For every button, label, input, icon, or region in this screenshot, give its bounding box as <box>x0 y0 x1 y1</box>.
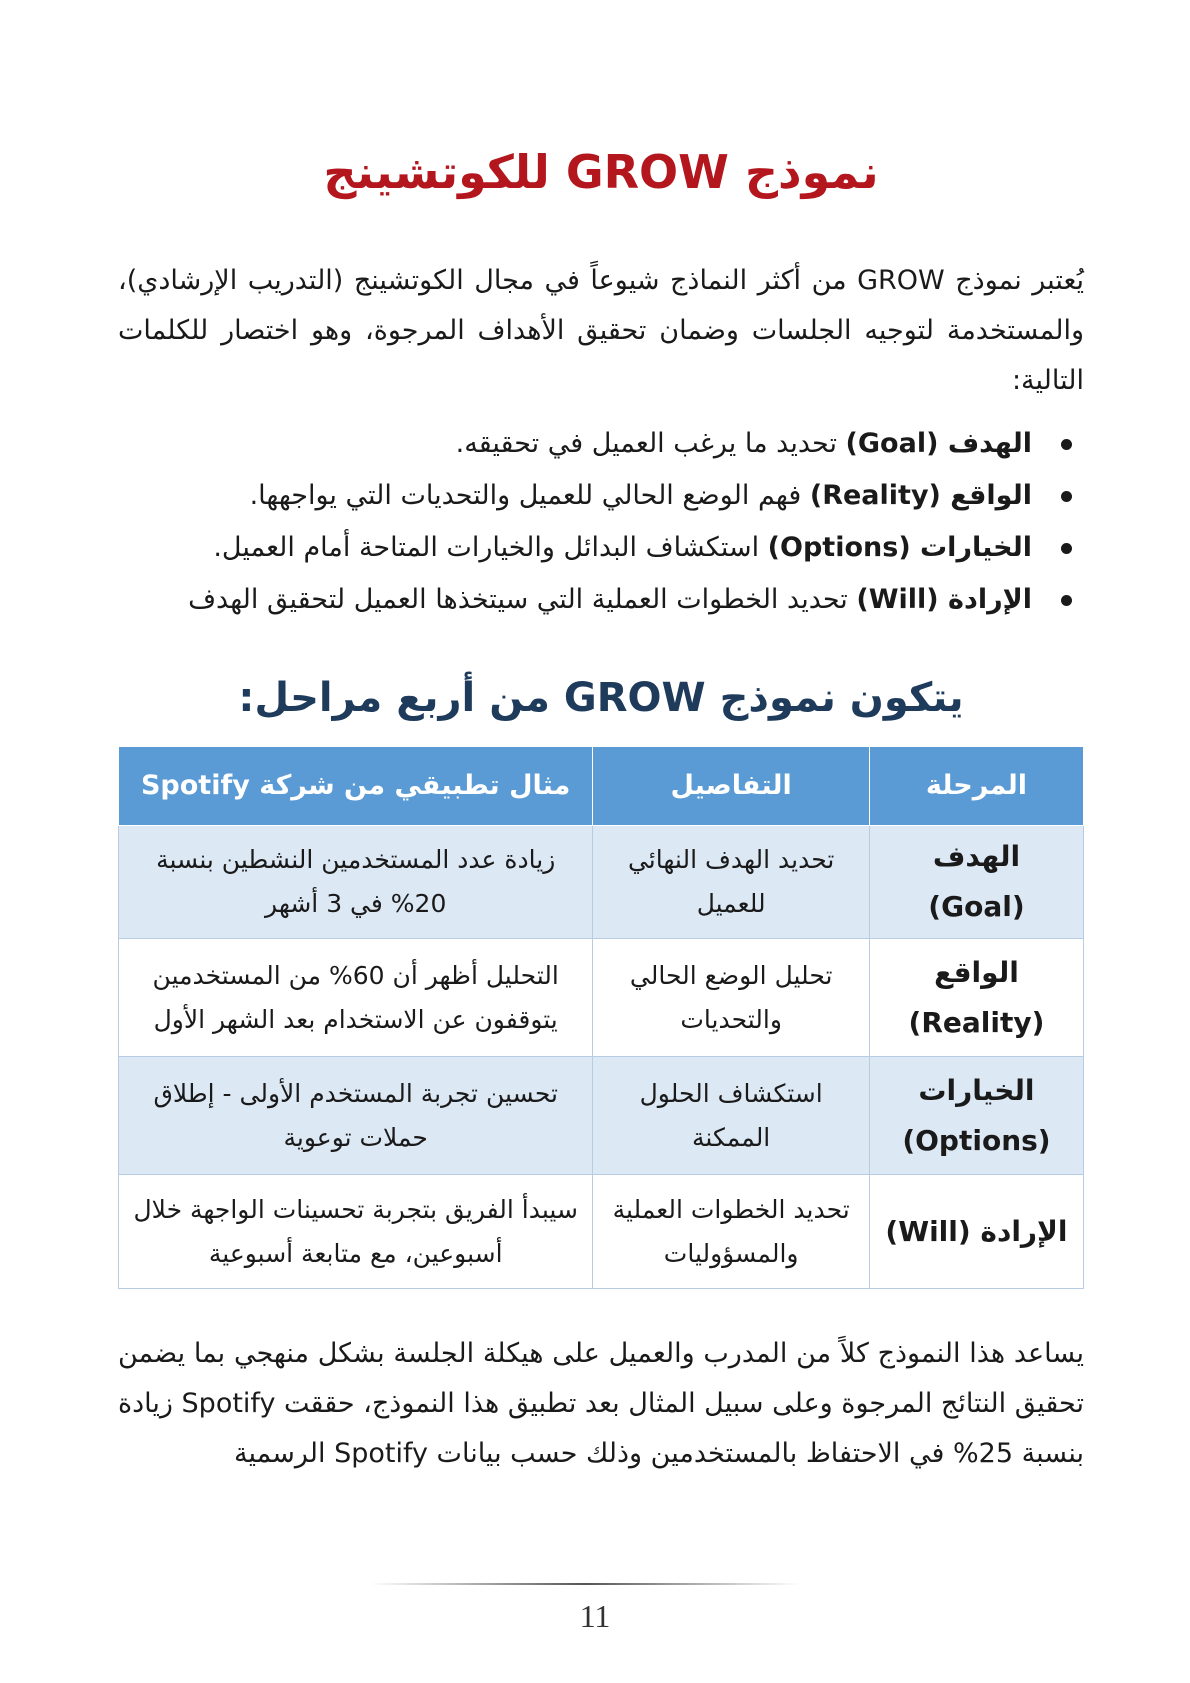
stage-cell: الخيارات (Options) <box>869 1057 1083 1175</box>
list-item <box>118 470 1084 522</box>
example-cell: سيبدأ الفريق بتجربة تحسينات الواجهة خلال أسبوعين، مع متابعة أسبوعية <box>119 1175 593 1289</box>
footer-divider <box>370 1583 800 1585</box>
closing-paragraph: يساعد هذا النموذج كلاً من المدرب والعميل على هيكلة الجلسة بشكل منهجي بما يضمن تحقيق النتائج المرجوة وعلى سبيل المثال بعد تطبيق هذا النموذج، حققت Spotify زيادة بنسبة 25% في الاحتفاظ بالمستخدمين وذلك حسب بيانات Spotify الرسمية <box>118 1338 1084 1469</box>
details-cell: استكشاف الحلول الممكنة <box>593 1057 870 1175</box>
stage-cell: الإرادة (Will) <box>869 1175 1083 1289</box>
grow-keywords-list <box>118 418 1084 626</box>
list-item <box>118 522 1084 574</box>
section-subtitle: يتكون نموذج GROW من أربع مراحل: <box>238 675 964 721</box>
details-cell: تحديد الهدف النهائي للعميل <box>593 826 870 939</box>
bullet-icon <box>1061 543 1072 554</box>
bullet-icon <box>1061 595 1072 606</box>
header-details: التفاصيل <box>593 747 870 826</box>
example-cell: تحسين تجربة المستخدم الأولى - إطلاق حملات توعوية <box>119 1057 593 1175</box>
grow-stages-table <box>118 746 1084 1289</box>
header-example: مثال تطبيقي من شركة Spotify <box>119 747 593 826</box>
bullet-text: استكشاف البدائل والخيارات المتاحة أمام العميل. <box>213 532 768 563</box>
page-number: 11 <box>579 1598 611 1634</box>
details-cell: تحديد الخطوات العملية والمسؤوليات <box>593 1175 870 1289</box>
bullet-term: الخيارات (Options) <box>767 532 1032 563</box>
bullet-text: فهم الوضع الحالي للعميل والتحديات التي يواجهها. <box>249 480 810 511</box>
list-item <box>118 418 1084 470</box>
table-row <box>119 939 1084 1057</box>
header-stage: المرحلة <box>869 747 1083 826</box>
table-row <box>119 1057 1084 1175</box>
bullet-text: تحديد الخطوات العملية التي سيتخذها العميل لتحقيق الهدف <box>188 584 857 615</box>
stage-cell: الهدف (Goal) <box>869 826 1083 939</box>
bullet-icon <box>1061 439 1072 450</box>
stage-cell: الواقع (Reality) <box>869 939 1083 1057</box>
table-header-row <box>119 747 1084 826</box>
bullet-term: الإرادة (Will) <box>856 584 1032 615</box>
bullet-term: الهدف (Goal) <box>845 428 1032 459</box>
table-row <box>119 826 1084 939</box>
table-row <box>119 1175 1084 1289</box>
details-cell: تحليل الوضع الحالي والتحديات <box>593 939 870 1057</box>
bullet-term: الواقع (Reality) <box>809 480 1032 511</box>
intro-paragraph: يُعتبر نموذج GROW من أكثر النماذج شيوعاً في مجال الكوتشينج (التدريب الإرشادي)، والمستخدمة لتوجيه الجلسات وضمان تحقيق الأهداف المرجوة، وهو اختصار للكلمات التالية: <box>118 265 1085 396</box>
bullet-text: تحديد ما يرغب العميل في تحقيقه. <box>455 428 846 459</box>
bullet-icon <box>1061 491 1072 502</box>
page-title: نموذج GROW للكوتشينج <box>323 145 879 199</box>
list-item <box>118 574 1084 626</box>
example-cell: التحليل أظهر أن 60% من المستخدمين يتوقفون عن الاستخدام بعد الشهر الأول <box>119 939 593 1057</box>
example-cell: زيادة عدد المستخدمين النشطين بنسبة 20% في 3 أشهر <box>119 826 593 939</box>
